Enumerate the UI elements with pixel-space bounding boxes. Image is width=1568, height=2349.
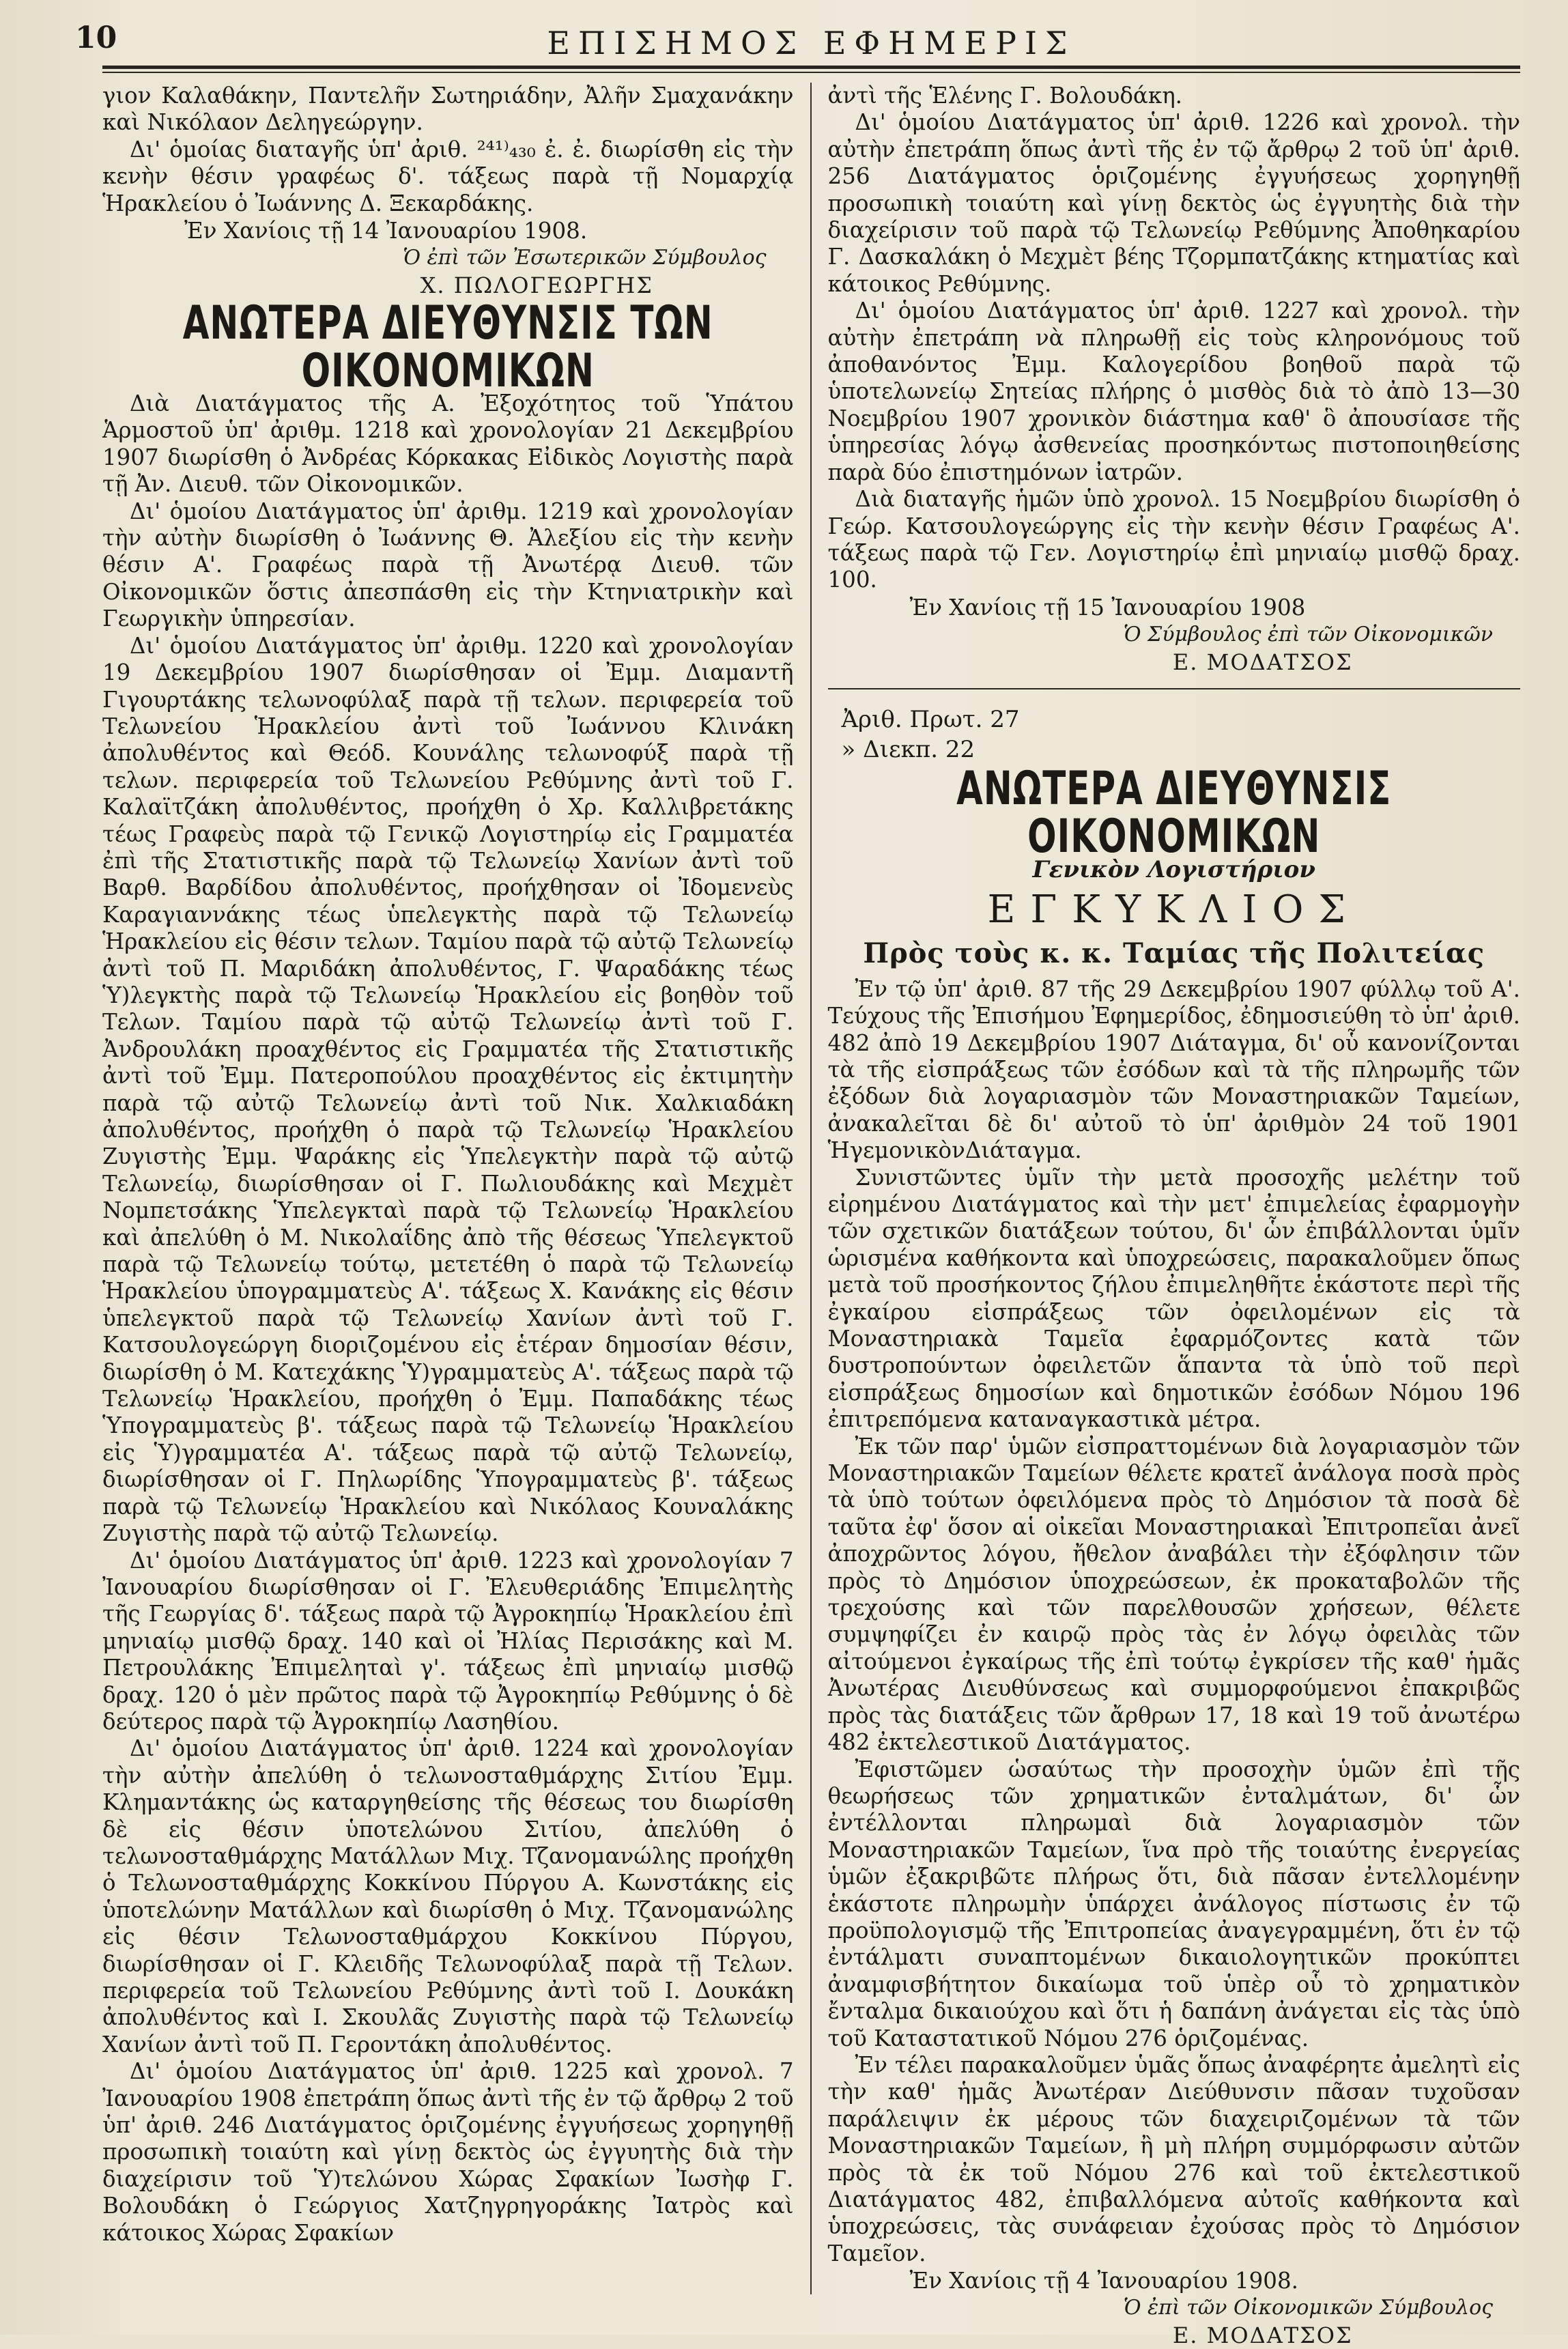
circular-title: ΕΓΚΥΚΛΙΟΣ (987, 887, 1360, 932)
left-paragraph-2: Διὰ Διατάγματος τῆς Α. Ἐξοχότητος τοῦ Ὑπάτου Ἁρμοστοῦ ὑπ' ἀριθμ. 1218 καὶ χρονολογίαν 21 Δεκεμβρίου 1907 διωρίσθη ὁ Ἀνδρέας Κόρκακας Εἰδικὸς Λογιστὴς παρὰ τῇ Ἀν. Διευθ. τῶν Οἰκονομικῶν. (102, 390, 794, 498)
left-intro-text: γιον Καλαθάκην, Παντελῆν Σωτηριάδην, Ἀλῆν Σμαχανάκην καὶ Νικόλαον Δεληγεώργην. (102, 83, 794, 136)
left-paragraph-4: Δι' ὁμοίου Διατάγματος ὑπ' ἀριθμ. 1220 καὶ χρονολογίαν 19 Δεκεμβρίου 1907 διωρίσθησαν οἱ Ἐμμ. Διαμαντῆ Γιγουρτάκης τελωνοφύλαξ παρὰ τῇ τελων. περιφερεία τοῦ Τελωνείου Ἡρακλείου ἀντὶ τοῦ Ἰωάννου Κλινάκη ἀπολυθέντος καὶ Θεόδ. Κουνάλης τελωνοφύξ παρὰ τῇ τελων. περιφερεία τοῦ Τελωνείου Ρεθύμνης ἀντὶ τοῦ Γ. Καλαϊτζάκη ἀπολυθέντος, προήχθη ὁ Χρ. Καλλιβρετάκης τέως Γραφεὺς παρὰ τῷ Γενικῷ Λογιστηρίῳ εἰς Γραμματέα ἐπὶ τῆς Στατιστικῆς παρὰ τῷ Τελωνείῳ Χανίων ἀντὶ τοῦ Βαρθ. Βαρδίδου ἀπολυθέντος, προήχθησαν οἱ Ἰδομενεὺς Καραγιαννάκης τέως ὑπελεγκτὴς παρὰ τῷ Τελωνείῳ Ἡρακλείου εἰς θέσιν τελων. Ταμίου παρὰ τῷ αὐτῷ Τελωνείῳ ἀντὶ τοῦ Π. Μαριδάκη ἀπολυθέντος, Γ. Ψαραδάκης τέως Ὑ)λεγκτὴς παρὰ τῷ Τελωνείῳ Ἡρακλείου εἰς βοηθὸν τοῦ Τελων. Ταμίου παρὰ τῷ αὐτῷ Τελωνείῳ ἀντὶ τοῦ Γ. Ἀνδρουλάκη προαχθέντος εἰς Γραμματέα τῆς Στατιστικῆς ἀντὶ τοῦ Ἐμμ. Πατεροπούλου προαχθέντος εἰς ἐκτιμητὴν παρὰ τῷ αὐτῷ Τελωνείῳ ἀντὶ τοῦ Νικ. Χαλκιαδάκη ἀπολυθέντος, προήχθη ὁ παρὰ τῷ Τελωνείῳ Ἡρακλείου Ζυγιστὴς Ἐμμ. Ψαράκης εἰς Ὑπελεγκτὴν παρὰ τῷ αὐτῷ Τελωνείῳ, διωρίσθησαν οἱ Γ. Πωλιουδάκης καὶ Μεχμὲτ Νομπετσάκης Ὑπελεγκταὶ παρὰ τῷ Τελωνείῳ Ἡρακλείου καὶ ἀπελύθη ὁ Μ. Νικολαΐδης ἀπὸ τῆς θέσεως Ὑπελεγκτοῦ παρὰ τῷ Τελωνείῳ τούτῳ, μετετέθη ὁ παρὰ τῷ Τελωνείῳ Ἡρακλείου ὑπογραμματεὺς Α'. τάξεως Χ. Κανάκης εἰς θέσιν ὑπελεγκτοῦ παρὰ τῷ Τελωνείῳ Χανίων ἀντὶ τοῦ Γ. Κατσουλογεώργη διοριζομένου εἰς ἑτέραν δημοσίαν θέσιν, διωρίσθη ὁ Μ. Κατεχάκης Ὑ)γραμματεὺς Α'. τάξεως παρὰ τῷ Τελωνείῳ Ἡρακλείου, προήχθη ὁ Ἐμμ. Παπαδάκης τέως Ὑπογραμματεὺς β'. τάξεως παρὰ τῷ Τελωνείῳ Ἡρακλείου εἰς Ὑ)γραμματέα Α'. τάξεως παρὰ τῷ αὐτῷ Τελωνείῳ, διωρίσθησαν οἱ Γ. Πηλωρίδης Ὑπογραμματεὺς β'. τάξεως παρὰ τῷ Τελωνείῳ Ἡρακλείου καὶ Νικόλαος Κουναλάκης Ζυγιστὴς παρὰ τῷ αὐτῷ Τελωνείῳ. (102, 632, 794, 1547)
left-paragraph-5: Δι' ὁμοίου Διατάγματος ὑπ' ἀριθ. 1223 καὶ χρονολογίαν 7 Ἰανουαρίου διωρίσθησαν οἱ Γ. Ἐλευθεριάδης Ἐπιμελητὴς τῆς Γεωργίας δ'. τάξεως παρὰ τῷ Ἀγροκηπίῳ Ἡρακλείου ἐπὶ μηνιαίῳ μισθῷ δραχ. 140 καὶ οἱ Ἠλίας Περισάκης καὶ Μ. Πετρουλάκης Ἐπιμεληταὶ γ'. τάξεως ἐπὶ μηνιαίῳ μισθῷ δραχ. 120 ὁ μὲν πρῶτος παρὰ τῷ Ἀγροκηπίῳ Ρεθύμνης ὁ δὲ δεύτερος παρὰ τῷ Ἀγροκηπίῳ Λασηθίου. (102, 1547, 794, 1735)
newspaper-title: ΕΠΙΣΗΜΟΣ ΕΦΗΜΕΡΙΣ (547, 25, 1076, 61)
left-column (102, 83, 812, 2294)
left-paragraph-6: Δι' ὁμοίου Διατάγματος ὑπ' ἀριθ. 1224 καὶ χρονολογίαν τὴν αὐτὴν ἀπελύθη ὁ τελωνοσταθμάρχης Σιτίου Ἐμμ. Κλημαντάκης ὡς καταργηθείσης τῆς θέσεως του διωρίσθη δὲ εἰς θέσιν ὑποτελώνου Σιτίου, ἀπελύθη ὁ τελωνοσταθμάρχης Ματάλλων Μιχ. Τζανομανώλης προήχθη ὁ Τελωνοσταθμάρχης Κοκκίνου Πύργου Α. Κωνστάκης εἰς ὑποτελώνην Ματάλλων καὶ διωρίσθη ὁ Μιχ. Τζανομανώλης εἰς θέσιν Τελωνοσταθμάρχου Κοκκίνου Πύργου, διωρίσθησαν οἱ Γ. Κλειδῆς Τελωνοφύλαξ παρὰ τῇ Τελων. περιφερεία τοῦ Τελωνείου Ρεθύμνης ἀντὶ τοῦ Ι. Δουκάκη ἀπολυθέντος καὶ Ι. Σκουλᾶς Ζυγιστὴς παρὰ τῷ Τελωνείῳ Χανίων ἀντὶ τοῦ Π. Γεροντάκη ἀπολυθέντος. (102, 1735, 794, 2058)
subheading-general-accounting: Γενικὸν Λογιστήριον (1032, 855, 1315, 883)
dispatch-number: » Διεκπ. 22 (841, 735, 975, 763)
right-paragraph-5: Συνιστῶντες ὑμῖν τὴν μετὰ προσοχῆς μελέτην τοῦ εἰρημένου Διατάγματος καὶ τὴν μετ' ἐπιμελείας ἐφαρμογὴν τῶν σχετικῶν διατάξεων τούτου, δι' ὧν ἐπιβάλλονται ὑμῖν ὡρισμένα καθήκοντα καὶ ὑποχρεώσεις, παρακαλοῦμεν ὅπως μετὰ τοῦ προσήκοντος ζήλου ἐπιμεληθῆτε ἑκάστοτε περὶ τῆς ἐγκαίρου εἰσπράξεως τῶν ὀφειλομένων εἰς τὰ Μοναστηριακὰ Ταμεῖα ἐφαρμόζοντες κατὰ τῶν δυστροπούντων ὀφειλετῶν ἅπαντα τὰ ὑπὸ τοῦ περὶ εἰσπράξεως δημοσίων καὶ δημοτικῶν ἐσόδων Νόμου 196 ἐπιτρεπόμενα καταναγκαστικὰ μέτρα. (827, 1164, 1520, 1433)
left-date-line: Ἐν Χανίοις τῇ 14 Ἰανουαρίου 1908. (184, 218, 588, 244)
right-signature-role: Ὁ Σύμβουλος ἐπὶ τῶν Οἰκονομικῶν (1123, 622, 1493, 646)
right-intro-text: ἀντὶ τῆς Ἑλένης Γ. Βολουδάκη. (827, 83, 1182, 109)
left-signature-role: Ὁ ἐπὶ τῶν Ἐσωτερικῶν Σύμβουλος (403, 246, 767, 270)
header-rule-thin (102, 72, 1520, 73)
header-rule (102, 66, 1520, 69)
left-signature-name: Χ. ΠΩΛΟΓΕΩΡΓΗΣ (420, 272, 653, 299)
right-signature-name: Ε. ΜΟΔΑΤΣΟΣ (1172, 649, 1353, 675)
left-paragraph-7: Δι' ὁμοίου Διατάγματος ὑπ' ἀριθ. 1225 καὶ χρονολ. 7 Ἰανουαρίου 1908 ἐπετράπη ὅπως ἀντὶ τῆς ἐν τῷ ἄρθρῳ 2 τοῦ ὑπ' ἀριθ. 246 Διατάγματος ὁριζομένης ἐγγυήσεως χορηγηθῇ προσωπικὴ τοιαύτη καὶ γίνῃ δεκτὸς ὡς ἐγγυητὴς διὰ τὴν διαχείρισιν τοῦ Ὑ)τελώνου Χώρας Σφακίων Ἰωσὴφ Γ. Βολουδάκη ὁ Γεώργιος Χατζηγρηγοράκης Ἰατρὸς καὶ κάτοικος Χώρας Σφακίων (102, 2058, 794, 2246)
right-paragraph-3: Διὰ διαταγῆς ἡμῶν ὑπὸ χρονολ. 15 Νοεμβρίου διωρίσθη ὁ Γεώρ. Κατσουλογεώργης εἰς τὴν κενὴν θέσιν Γραφέως Α'. τάξεως παρὰ τῷ Γεν. Λογιστηρίῳ ἐπὶ μηνιαίῳ μισθῷ δραχ. 100. (827, 486, 1520, 593)
masthead (75, 20, 1520, 61)
section-heading-finance-directorate: ΑΝΩΤΕΡΑ ΔΙΕΥΘΥΝΣΙΣ ΟΙΚΟΝΟΜΙΚΩΝ (956, 761, 1392, 863)
right-column (812, 83, 1521, 2349)
left-paragraph-1: Δι' ὁμοίας διαταγῆς ὑπ' ἀριθ. ²⁴¹⁾₄₃₀ ἐ. ἐ. διωρίσθη εἰς τὴν κενὴν θέσιν γραφέως δ'. τάξεως παρὰ τῇ Νομαρχίᾳ Ἡρακλείου ὁ Ἰωάννης Δ. Ξεκαρδάκης. (102, 136, 794, 216)
right-paragraph-1: Δι' ὁμοίου Διατάγματος ὑπ' ἀριθ. 1226 καὶ χρονολ. τὴν αὐτὴν ἐπετράπη ὅπως ἀντὶ τῆς ἐν τῷ ἄρθρῳ 2 τοῦ ὑπ' ἀριθ. 256 Διατάγματος ὁριζομένης ἐγγυήσεως χορηγηθῇ προσωπικὴ τοιαύτη καὶ γίνῃ δεκτὸς ὡς ἐγγυητὴς διὰ τὴν διαχείρισιν τοῦ παρὰ τῷ Τελωνείῳ Ρεθύμνης Ἀποθηκαρίου Γ. Δασκαλάκη ὁ Μεχμὲτ βέης Τζορμπατζάκης κτηματίας καὶ κάτοικος Ρεθύμνης. (827, 109, 1520, 297)
right-paragraph-2: Δι' ὁμοίου Διατάγματος ὑπ' ἀριθ. 1227 καὶ χρονολ. τὴν αὐτὴν ἐπετράπη νὰ πληρωθῇ εἰς τοὺς κληρονόμους τοῦ ἀποθανόντος Ἐμμ. Καλογερίδου βοηθοῦ παρὰ τῷ ὑποτελωνείῳ Σητείας πλήρης ὁ μισθὸς διὰ τὸ ἀπὸ 13—30 Νοεμβρίου 1907 χρονικὸν διάστημα καθ' ὃ ἀπουσίασε τῆς ὑπηρεσίας λόγῳ ἀσθενείας προσηκόντως πιστοποιηθείσης παρὰ δύο ἐπιστημόνων ἰατρῶν. (827, 298, 1520, 485)
page-number: 10 (75, 20, 117, 55)
circular-addressee: Πρὸς τοὺς κ. κ. Ταμίας τῆς Πολιτείας (863, 937, 1485, 969)
protocol-number: Ἀριθ. Πρωτ. 27 (841, 705, 1020, 733)
right-closing-date: Ἐν Χανίοις τῇ 4 Ἰανουαρίου 1908. (909, 2268, 1298, 2294)
right-closing-signature-role: Ὁ ἐπὶ τῶν Οἰκονομικῶν Σύμβουλος (1123, 2296, 1493, 2320)
section-divider (828, 688, 1521, 689)
section-heading-finance: ΑΝΩΤΕΡΑ ΔΙΕΥΘΥΝΣΙΣ ΤΩΝ ΟΙΚΟΝΟΜΙΚΩΝ (182, 296, 713, 398)
left-paragraph-3: Δι' ὁμοίου Διατάγματος ὑπ' ἀριθμ. 1219 καὶ χρονολογίαν τὴν αὐτὴν διωρίσθη ὁ Ἰωάννης Θ. Ἀλεξίου εἰς τὴν κενὴν θέσιν Α'. Γραφέως παρὰ τῇ Ἀνωτέρᾳ Διευθ. τῶν Οἰκονομικῶν ὅστις ἀπεσπάσθη εἰς τὴν Κτηνιατρικὴν καὶ Γεωργικὴν ὑπηρεσίαν. (102, 498, 794, 632)
columns (102, 83, 1520, 2349)
right-date-line: Ἐν Χανίοις τῇ 15 Ἰανουαρίου 1908 (909, 594, 1306, 621)
right-paragraph-7: Ἐφιστῶμεν ὡσαύτως τὴν προσοχὴν ὑμῶν ἐπὶ τῆς θεωρήσεως τῶν χρηματικῶν ἐνταλμάτων, δι' ὧν ἐντέλλονται πληρωμαὶ διὰ λογαριασμὸν τῶν Μοναστηριακῶν Ταμείων, ἵνα πρὸ τῆς τοιαύτης ἐνεργείας ὑμῶν ἐξακριβῶτε πλήρως ὅτι, διὰ πᾶσαν ἐντελλομένην ἑκάστοτε πληρωμὴν ὑπάρχει ἀνάλογος πίστωσις ἐν τῷ προϋπολογισμῷ τῆς Ἐπιτροπείας ἀναγεγραμμένη, ὅτι ἐν τῷ ἐντάλματι συναπτομένων δικαιολογητικῶν προκύπτει ἀναμφισβήτητον δικαίωμα τοῦ ὑπὲρ οὗ τὸ χρηματικὸν ἔνταλμα δικαιούχου καὶ ὅτι ἡ δαπάνη ἀνάγεται εἰς τὰς ὑπὸ τοῦ Καταστατικοῦ Νόμου 276 ὁριζομένας. (827, 1756, 1520, 2051)
right-paragraph-8: Ἐν τέλει παρακαλοῦμεν ὑμᾶς ὅπως ἀναφέρητε ἀμελητὶ εἰς τὴν καθ' ἡμᾶς Ἀνωτέραν Διεύθυνσιν πᾶσαν τυχοῦσαν παράλειψιν ἐκ μέρους τῶν διαχειριζομένων τὰ τῶν Μοναστηριακῶν Ταμείων, ἢ μὴ πλήρη συμμόρφωσιν αὐτῶν πρὸς τὰ ἐκ τοῦ Νόμου 276 καὶ τοῦ ἐκτελεστικοῦ Διατάγματος 482, ἐπιβαλλόμενα αὐτοῖς καθήκοντα καὶ ὑποχρεώσεις, τὰς συνάφειαν ἐχούσας πρὸς τὸ Δημόσιον Ταμεῖον. (827, 2051, 1520, 2266)
right-closing-signature-name: Ε. ΜΟΔΑΤΣΟΣ (1172, 2322, 1353, 2349)
right-paragraph-6: Ἐκ τῶν παρ' ὑμῶν εἰσπραττομένων διὰ λογαριασμὸν τῶν Μοναστηριακῶν Ταμείων θέλετε κρατεῖ ἀνάλογα ποσὰ πρὸς τὰ ὑπὸ τούτων ὀφειλόμενα πρὸς τὸ Δημόσιον τὰ ποσὰ δὲ ταῦτα ἐφ' ὅσον αἱ οἰκεῖαι Μοναστηριακαὶ Ἐπιτροπεῖαι ἀνεῖ ἀποχρῶντος λόγου, ἤθελον ἀναβάλει τὴν ἐξόφλησιν τῶν πρὸς τὸ Δημόσιον ὑποχρεώσεων, ἐκ προκαταβολῶν τῆς τρεχούσης καὶ τῶν παρελθουσῶν χρήσεων, θέλετε συμψηφίζει ἐν καιρῷ πρὸς τὰς ἐν λόγῳ ὀφειλὰς τῶν αἰτούμενοι ἐγκαίρως τῆς ἐπὶ τούτῳ ἐγκρίσεν τῆς καθ' ἡμᾶς Ἀνωτέρας Διευθύνσεως καὶ συμμορφούμενοι ἐπακριβῶς πρὸς τὰς διατάξεις τῶν ἄρθρων 17, 18 καὶ 19 τοῦ ἀνωτέρω 482 ἐκτελεστικοῦ Διατάγματος. (827, 1433, 1520, 1756)
right-paragraph-4: Ἐν τῷ ὑπ' ἀριθ. 87 τῆς 29 Δεκεμβρίου 1907 φύλλῳ τοῦ Α'. Τεύχους τῆς Ἐπισήμου Ἐφημερίδος, ἐδημοσιεύθη τὸ ὑπ' ἀριθ. 482 ἀπὸ 19 Δεκεμβρίου 1907 Διάταγμα, δι' οὗ κανονίζονται τὰ τῆς εἰσπράξεως τῶν ἐσόδων καὶ τὰ τῆς πληρωμῆς τῶν ἐξόδων διὰ λογαριασμὸν τῶν Μοναστηριακῶν Ταμείων, ἀνακαλεῖται δὲ δι' αὐτοῦ τὸ ὑπ' ἀριθμὸν 24 τοῦ 1901 ἩγεμονικὸνΔιάταγμα. (827, 976, 1520, 1164)
